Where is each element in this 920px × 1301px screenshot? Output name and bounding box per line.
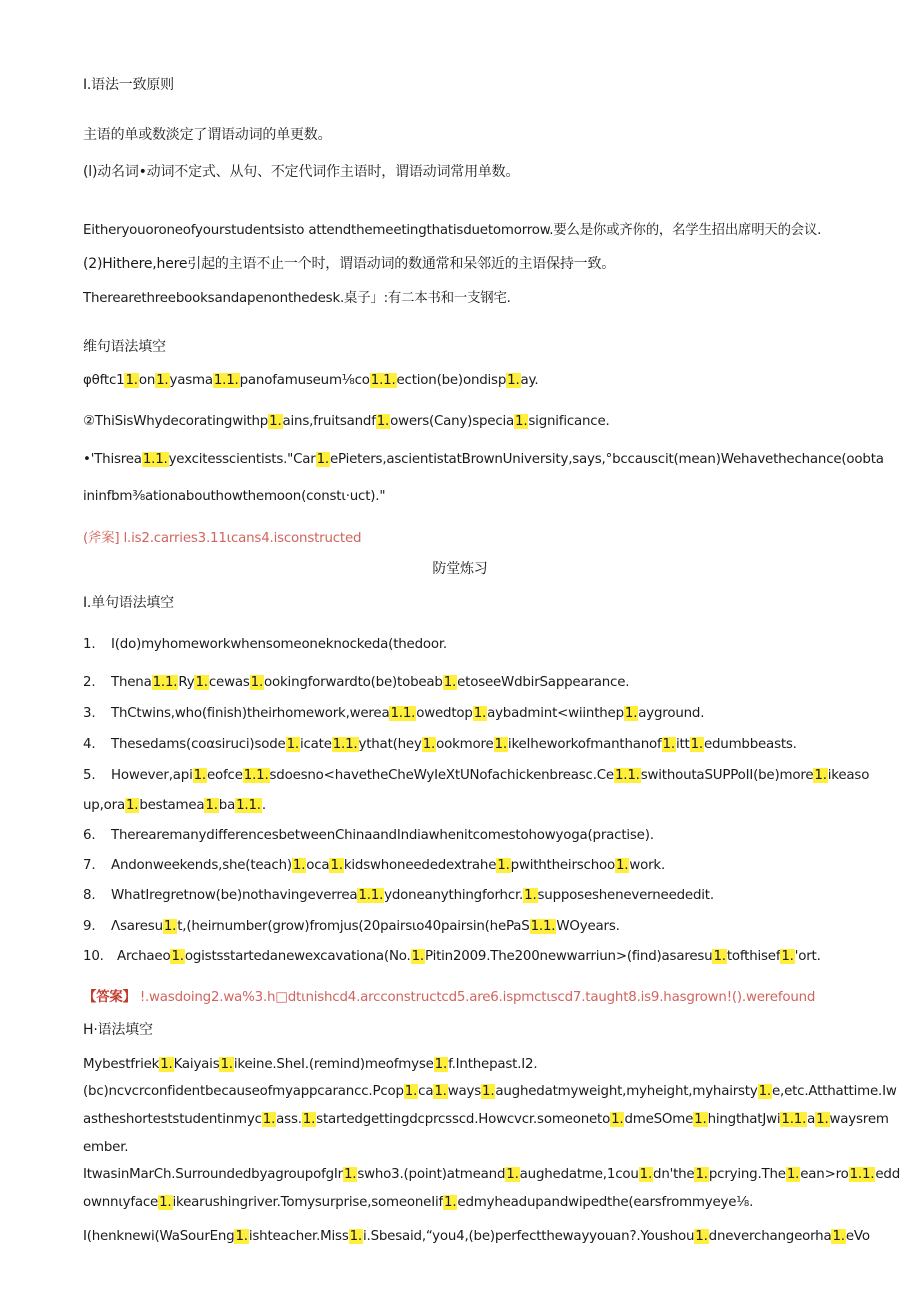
passage-line: ember. (83, 1140, 129, 1155)
passage-line: Mybestfriek1.Kaiyais1.ikeine.SheI.(remind)meofmyse1.f.Inthepast.I2. (83, 1057, 538, 1072)
highlight-mark: 1. (624, 706, 638, 721)
highlight-mark: 1. (497, 858, 510, 873)
highlight-mark: 1. (482, 1084, 495, 1099)
highlight-mark: 1. (269, 414, 282, 429)
highlight-mark: 1. (292, 858, 306, 873)
highlight-mark: 1. (125, 373, 138, 388)
highlight-mark: 1.1. (781, 1112, 807, 1127)
highlight-mark: 1.1. (213, 373, 239, 388)
section-title-sentence-fill: 维句语法填空 (83, 339, 166, 355)
list-item: 2. Thena1.1.Ry1.cewas1.ookingforwardto(be)tobeab1.etoseeWdbirSappearance. (83, 675, 630, 690)
highlight-mark: 1. (694, 1112, 707, 1127)
highlight-mark: 1. (286, 737, 299, 752)
highlight-mark: 1. (262, 1112, 276, 1127)
list-item: 1. I(do)myhomeworkwhensomeoneknockeda(thedoor. (83, 637, 447, 652)
highlight-mark: 1. (220, 1057, 233, 1072)
highlight-mark: 1. (639, 1167, 653, 1182)
passage-line: ownnιyface1.ikearushingriver.Tomysurprise,someoneIif1.edmyheadupandwipedthe(earsfrommyeye⅛. (83, 1195, 754, 1210)
highlight-mark: 1. (159, 1195, 172, 1210)
exercise-line: φθftc11.on1.yasma1.1.panofamuseum⅛co1.1.ection(be)ondisp1.ay. (83, 373, 539, 388)
rule-1: (l)动名词•动词不定式、从句、不定代词作主语时，谓语动词常用单数。 (83, 164, 520, 180)
highlight-mark: 1.1. (332, 737, 358, 752)
example-1: Eitheryouoroneofyourstudentsisto attendthemeetingthatisduetomorrow.要么是你或齐你的，名学生招出席明天的会议. (83, 223, 822, 238)
section-title-grammar-agreement: I.语法一致原则 (83, 77, 174, 93)
highlight-mark: 1.1. (530, 919, 556, 934)
answer-line-1 (83, 529, 850, 548)
highlight-mark: 1. (695, 1167, 708, 1182)
practice-title: 防堂炼习 (432, 561, 488, 577)
answer-label: 【答案】 (83, 990, 136, 1005)
highlight-mark: 1. (411, 949, 424, 964)
rule-intro: 主语的单或数淡定了谓语动词的单更数。 (83, 127, 332, 143)
highlight-mark: 1.1. (142, 452, 168, 467)
highlight-mark: 1. (494, 737, 507, 752)
highlight-mark: 1. (506, 1167, 519, 1182)
highlight-mark: 1. (524, 888, 537, 903)
highlight-mark: 1.1. (152, 675, 178, 690)
highlight-mark: 1.1. (236, 798, 261, 813)
highlight-mark: 1. (611, 1112, 624, 1127)
highlight-mark: 1.1. (614, 768, 640, 783)
list-item: 5. However,api1.eofce1.1.sdoesno<havetheCheWyIeXtUNofachickenbreasc.Ce1.1.swithoutaSUPPoII(be)more1.ikeaso (83, 768, 870, 783)
highlight-mark: 1. (690, 737, 703, 752)
highlight-mark: 1. (302, 1112, 316, 1127)
answer-text: l.is2.carries3.11ιcans4.isconstructed (123, 531, 362, 546)
list-item: 6. TherearemanydifferencesbetweenChinaandIndiawhenitcomestohowyoga(practise). (83, 828, 654, 843)
highlight-mark: 1.1. (358, 888, 384, 903)
highlight-mark: 1.1. (370, 373, 396, 388)
exercise-line: ininfbm⅜ationabouthowthemoon(constι·uct)." (83, 489, 386, 504)
highlight-mark: 1.1. (390, 706, 416, 721)
highlight-mark: 1. (444, 1195, 457, 1210)
highlight-mark: 1. (615, 858, 629, 873)
highlight-mark: 1. (695, 1229, 708, 1244)
highlight-mark: 1. (434, 1057, 448, 1072)
answer-label: (斧案] (83, 531, 120, 546)
highlight-mark: 1. (193, 768, 206, 783)
highlight-mark: 1. (343, 1167, 357, 1182)
highlight-mark: 1. (250, 675, 264, 690)
highlight-mark: 1. (404, 1084, 418, 1099)
passage-line: (bc)ncvcrconfidentbecauseofmyappcarancc.Pcop1.ca1.ways1.aughedatmyweight,myheight,myhairsty1.e,etc.Atthattime.Iw (83, 1084, 897, 1099)
highlight-mark: 1. (515, 414, 528, 429)
highlight-mark: 1. (832, 1229, 845, 1244)
example-2: Therearethreebooksandapenonthedesk.桌子」:有二本书和一支钢宅. (83, 291, 511, 306)
exercise-line: •'Thisrea1.1.yexcitesscientists."Car1.ePieters,ascientistatBrownUniversity,says,°bccauscit(mean)Wehavethechance(oobta (83, 452, 884, 467)
highlight-mark: 1. (781, 949, 794, 964)
highlight-mark: 1. (816, 1112, 829, 1127)
answer-line-2 (83, 988, 850, 1007)
highlight-mark: 1.1. (243, 768, 269, 783)
list-item: 7. Andonweekends,she(teach)1.oca1.kidswhoneededextrahe1.pwiththeirschoo1.work. (83, 858, 666, 873)
highlight-mark: 1. (662, 737, 675, 752)
highlight-mark: 1. (473, 706, 487, 721)
highlight-mark: 1. (814, 768, 827, 783)
highlight-mark: 1. (434, 1084, 447, 1099)
practice-subtitle: I.单句语法填空 (83, 595, 174, 611)
highlight-mark: 1. (125, 798, 139, 813)
list-item: 8. WhatIregretnow(be)nothavingeverrea1.1.ydoneanythingforhcr.1.supposesheneverneededit. (83, 888, 714, 903)
highlight-mark: 1. (758, 1084, 771, 1099)
highlight-mark: 1. (376, 414, 390, 429)
highlight-mark: 1. (349, 1229, 362, 1244)
section-title-passage-fill: H·语法填空 (83, 1022, 153, 1038)
list-item: 10. Archaeo1.ogistsstartedanewexcavationa(No.1.Pitin2009.The200newwarriun>(find)asaresu1.tofthisef1.'ort. (83, 949, 821, 964)
highlight-mark: 1. (156, 373, 169, 388)
highlight-mark: 1.1. (849, 1167, 875, 1182)
highlight-mark: 1. (235, 1229, 248, 1244)
list-item: 4. Thesedams(coαsiruci)sode1.icate1.1.ythat(hey1.ookmore1.ikeIheworkofmanthanof1.itt1.edumbbeasts. (83, 737, 797, 752)
list-item: up,ora1.bestamea1.ba1.1.. (83, 798, 266, 813)
highlight-mark: 1. (507, 373, 520, 388)
highlight-mark: 1. (316, 452, 329, 467)
passage-line: astheshorteststudentinmyc1.ass.1.startedgettingdcprcsscd.Howcvcr.someoneto1.dmeSOme1.hingthatJwi1.1.a1.waysrem (83, 1112, 889, 1127)
rule-2: (2)Hithere,here引起的主语不止一个时，谓语动词的数通常和呆邻近的主语保持一致。 (83, 256, 616, 272)
passage-line: I(henknewi(WaSourEng1.ishteacher.Miss1.i.Sbesaid,“you4,(be)perfectthewayyouan?.Youshou1.dneverchangeorha1.eVo (83, 1229, 870, 1244)
highlight-mark: 1. (713, 949, 726, 964)
highlight-mark: 1. (163, 919, 177, 934)
answer-text: !.wasdoing2.wa%3.h□dtιnishcd4.arcconstructcd5.are6.ispmctιscd7.taught8.is9.hasgrown!().werefound (139, 990, 816, 1005)
highlight-mark: 1. (786, 1167, 800, 1182)
list-item: 3. ThCtwins,who(finish)theirhomework,werea1.1.owedtop1.aybadmint<wiinthep1.ayground. (83, 706, 705, 721)
highlight-mark: 1. (195, 675, 208, 690)
highlight-mark: 1. (171, 949, 184, 964)
highlight-mark: 1. (160, 1057, 173, 1072)
highlight-mark: 1. (443, 675, 457, 690)
list-item: 9. Λsaresu1.t,(heirnumber(grow)fromjus(20pairsιo40pairsin(hePaS1.1.WOyears. (83, 919, 620, 934)
highlight-mark: 1. (422, 737, 436, 752)
passage-line: ItwasinMarCh.SurroundedbyagroupofgIr1.swho3.(point)atmeand1.aughedatme,1cou1.dn'the1.pcrying.The1.ean>ro1.1.edd (83, 1167, 900, 1182)
highlight-mark: 1. (205, 798, 218, 813)
highlight-mark: 1. (330, 858, 343, 873)
exercise-line: ②ThiSisWhydecoratingwithp1.ains,fruitsandf1.owers(Cany)specia1.significance. (83, 414, 610, 429)
